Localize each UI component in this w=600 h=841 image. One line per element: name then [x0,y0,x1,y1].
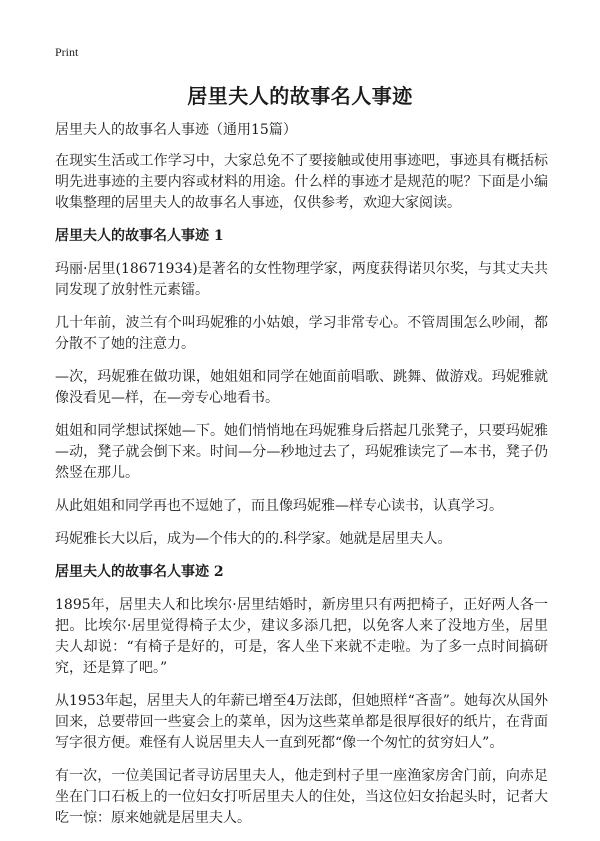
section1-paragraph: 姐姐和同学想试探她—下。她们悄悄地在玛妮雅身后搭起几张凳子，只要玛妮雅—动，凳子就会倒下来。时间—分—秒地过去了，玛妮雅读完了—本书，凳子仍然竖在那儿。 [55,423,548,481]
print-link[interactable]: Print [55,45,79,59]
section1-paragraph: —次，玛妮雅在做功课，她姐姐和同学在她面前唱歌、跳舞、做游戏。玛妮雅就像没看见—样，在—旁专心地看书。 [55,369,548,406]
intro-paragraph: 在现实生活或工作学习中，大家总免不了要接触或使用事迹吧，事迹具有概括标明先进事迹的主要内容或材料的用途。什么样的事迹才是规范的呢？下面是小编收集整理的居里夫人的故事名人事迹，仅供参考，欢迎大家阅读。 [55,153,548,211]
document-subtitle: 居里夫人的故事名人事迹（通用15篇） [55,122,297,138]
section-heading-1: 居里夫人的故事名人事迹 1 [55,228,224,244]
section2-paragraph: 有一次，一位美国记者寻访居里夫人，他走到村子里一座渔家房舍门前，向赤足坐在门口石板上的一位妇女打听居里夫人的住处，当这位妇女抬起头时，记者大吃一惊：原来她就是居里夫人。 [55,768,548,826]
section-heading-2: 居里夫人的故事名人事迹 2 [55,564,224,580]
section1-paragraph: 从此姐姐和同学再也不逗她了，而且像玛妮雅—样专心读书，认真学习。 [55,498,503,514]
section2-paragraph: 1895年，居里夫人和比埃尔·居里结婚时，新房里只有两把椅子，正好两人各一把。比埃尔·居里觉得椅子太少，建议多添几把，以免客人来了没地方坐，居里夫人却说：“有椅子是好的，可是，客人坐下来就不走啦。为了多一点时间搞研究，还是算了吧。” [55,597,548,676]
section2-paragraph: 从1953年起，居里夫人的年薪已增至4万法郎，但她照样“吝啬”。她每次从国外回来，总要带回一些宴会上的菜单，因为这些菜单都是很厚很好的纸片，在背面写字很方便。难怪有人说居里夫人一直到死都“像一个匆忙的贫穷妇人”。 [55,693,548,751]
page-title: 居里夫人的故事名人事迹 [187,84,413,108]
document-body [55,120,548,841]
section1-paragraph: 玛丽·居里(18671934)是著名的女性物理学家，两度获得诺贝尔奖，与其丈夫共同发现了放射性元素镭。 [55,261,548,298]
section1-paragraph: 几十年前，波兰有个叫玛妮雅的小姑娘，学习非常专心。不管周围怎么吵闹，都分散不了她的注意力。 [55,315,548,352]
section1-paragraph: 玛妮雅长大以后，成为—个伟大的的.科学家。她就是居里夫人。 [55,531,452,547]
